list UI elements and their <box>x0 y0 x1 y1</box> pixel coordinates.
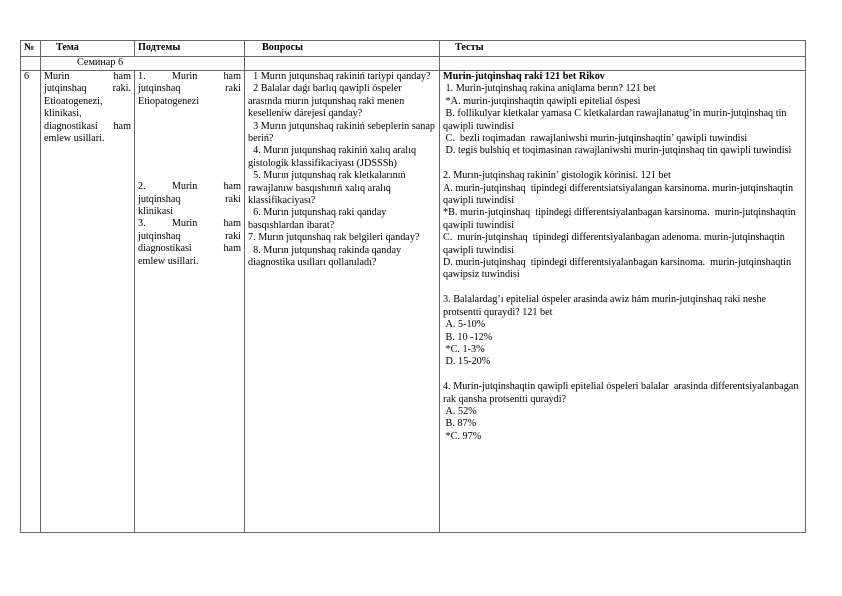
topic-row <box>21 71 806 533</box>
test-line: B. 87% <box>443 418 477 430</box>
topic-line <box>44 83 131 95</box>
header-questions: Вопросы <box>245 41 440 57</box>
subtopic-line-word: 1. <box>138 71 146 82</box>
test-line: *C. 1-3% <box>443 343 485 355</box>
subtopic-line <box>138 71 241 83</box>
subtopic-line-word: raki <box>225 193 241 205</box>
question-item: 8. Murın jutqunshaq rakinda qanday diagnostika usılları qollanıladı? <box>248 244 404 269</box>
tests-cell <box>440 71 806 533</box>
test-line: 3. Balalardag’ı epitelial óspeler arasinda awiz hám murin-jutqinshaq raki neshe protsentti quraydi? 121 bet <box>443 294 769 318</box>
subtopic-line-word: jutqinshaq <box>138 230 181 242</box>
subtopic-line-word: 3. <box>138 218 146 230</box>
test-spacer <box>443 369 802 381</box>
subtopic-line-word: ham <box>223 243 241 255</box>
subtopic-line <box>138 96 241 108</box>
header-subtopics: Подтемы <box>135 41 245 57</box>
test-line: *C. 97% <box>443 430 482 442</box>
subtopic-line-word: jutqinshaq <box>138 83 181 95</box>
test-line: D. tegis bulshiq et toqimasinan rawajlaniwshi murin-jutqinshaq tin qawipli tuwindisi <box>443 145 792 157</box>
test-line: C. bezli toqimadan rawajlaniwshi murin-jutqinshaqtin’ qawipli tuwindisi <box>443 133 748 145</box>
topic-line-word: ham <box>113 71 131 82</box>
header-number: № <box>21 41 41 57</box>
subtopic-line-word: ham <box>223 218 241 230</box>
questions-cell <box>245 71 440 533</box>
subtopic-line-word: 2. <box>138 181 146 193</box>
topic-line-word: Etioatogenezi, <box>44 95 103 107</box>
topic-line <box>44 121 131 133</box>
test-line: B. follikulyar kletkalar yamasa C kletkalardan rawajlanatug’in murin-jutqinshaq tin qawipli tuwindisi <box>443 108 792 132</box>
topic-line-word: ham <box>113 120 131 132</box>
subtopic-line-word: ham <box>223 181 241 193</box>
question-item: 1 Murın jutqunshaq rakiniń tariypi qanday? <box>248 71 431 82</box>
subtopic-line <box>138 243 241 255</box>
topic-cell <box>41 71 135 533</box>
test-line: 1. Murin-jutqinshaq rakina aniqlama berın? 121 bet <box>443 83 656 95</box>
test-line: C. murin-jutqinshaq tipindegi differentsiyalanbagan adenoma. murin-jutqinshaqtin qawipli tuwindisi <box>443 232 788 256</box>
test-line: B. 10 -12% <box>443 331 493 343</box>
topic-line-word: emlew usillari. <box>44 133 105 145</box>
test-spacer <box>443 158 802 170</box>
question-item: 7. Murın jutqunshaq rak belgileri qanday? <box>248 232 420 244</box>
topic-line <box>44 133 131 145</box>
subtopic-line <box>138 256 241 268</box>
question-item: 6. Murın jutqunshaq raki qanday basqıshlardan ibarat? <box>248 207 389 231</box>
subtopic-line-word: raki <box>225 230 241 242</box>
topic-line <box>44 96 131 108</box>
question-item: 2 Balalar daǵı barlıq qawipli óspeler arasında murın jutqunshaq raki menen keselleniw dárejesi qanday? <box>248 83 407 120</box>
subtopics-cell <box>135 71 245 533</box>
subtopic-line-word: jutqinshaq <box>138 193 181 205</box>
topic-line-word: raki. <box>112 83 131 95</box>
header-tests: Тесты <box>440 41 806 57</box>
topic-line-word: jutqinshaq <box>44 83 87 95</box>
subtopic-line-word: Murin <box>171 181 198 193</box>
subtopic-line-word: Murin <box>171 218 198 230</box>
subtopic-line <box>138 218 241 230</box>
test-line: *B. murin-jutqinshaq tipindegi differentsiyalanbagan karsinoma. murin-jutqinshaqtin qawipli tuwindisi <box>443 207 799 231</box>
test-line: 2. Murın-jutqinshaq rakinin’ gistologik kórinisi. 121 bet <box>443 170 671 182</box>
row-number: 6 <box>21 71 41 533</box>
test-line: D. murin-jutqinshaq tipindegi differentsiyalanbagan karsinoma. murin-jutqinshaqtin qawipsiz tuwindisi <box>443 257 794 281</box>
subtopic-line <box>138 231 241 243</box>
header-topic: Тема <box>41 41 135 57</box>
question-item: 5. Murın jutqunshaq rak kletkalarınıń rawajlanıw basqıshınıń xalıq aralıq klassifikaciyası? <box>248 170 409 207</box>
subtopic-line-word: Murin <box>171 71 198 82</box>
topic-line <box>44 71 131 83</box>
test-line: A. murin-jutqinshaq tipindegi differentsiatsiyalangan karsinoma. murin-jutqinshaqtin qawipli tuwindisi <box>443 182 796 207</box>
question-item: 4. Murın jutqunshaq rakiniń xalıq aralıq gistologik klassifikaciyası (JDSSSh) <box>248 145 419 169</box>
test-line: A. 52% <box>443 405 477 417</box>
test-line: 4. Murin-jutqinshaqtin qawipli epitelial óspeleri balalar arasinda differentsiyalanbagan rak qansha protsentti quraydi? <box>443 381 801 405</box>
subtopic-line-word: Etiopatogenezi <box>138 95 200 107</box>
test-spacer <box>443 282 802 294</box>
subtopic-line <box>138 194 241 206</box>
subtopic-line-word: emlew usillari. <box>138 255 199 267</box>
topic-line-word: Murin <box>44 71 70 82</box>
subtopic-line <box>138 181 241 193</box>
header-row <box>21 41 806 57</box>
subtopic-line-word: diagnostikasi <box>138 243 192 255</box>
seminar-label: Семинар 6 <box>41 57 245 71</box>
topics-table <box>20 40 806 533</box>
test-line: A. 5-10% <box>443 319 486 331</box>
subtopic-line-word: raki <box>225 83 241 95</box>
topic-line-word: diagnostikasi <box>44 120 98 132</box>
topic-line-word: klinikasi, <box>44 108 82 120</box>
test-line: D. 15-20% <box>443 356 491 368</box>
topic-line <box>44 108 131 120</box>
question-item: 3 Murın jutqunshaq rakiniń sebeplerin sanap beriń? <box>248 120 438 145</box>
subtopic-line <box>138 83 241 95</box>
subtopic-line <box>138 206 241 218</box>
test-line: *A. murin-jutqinshaqtin qawipli epitelial óspesi <box>443 95 641 107</box>
subtopic-line-word: ham <box>223 71 241 82</box>
tests-title: Murin-jutqinshaq raki 121 bet Rikov <box>443 71 605 82</box>
seminar-row <box>21 57 806 71</box>
subtopic-line-word: klinikasi <box>138 206 174 218</box>
